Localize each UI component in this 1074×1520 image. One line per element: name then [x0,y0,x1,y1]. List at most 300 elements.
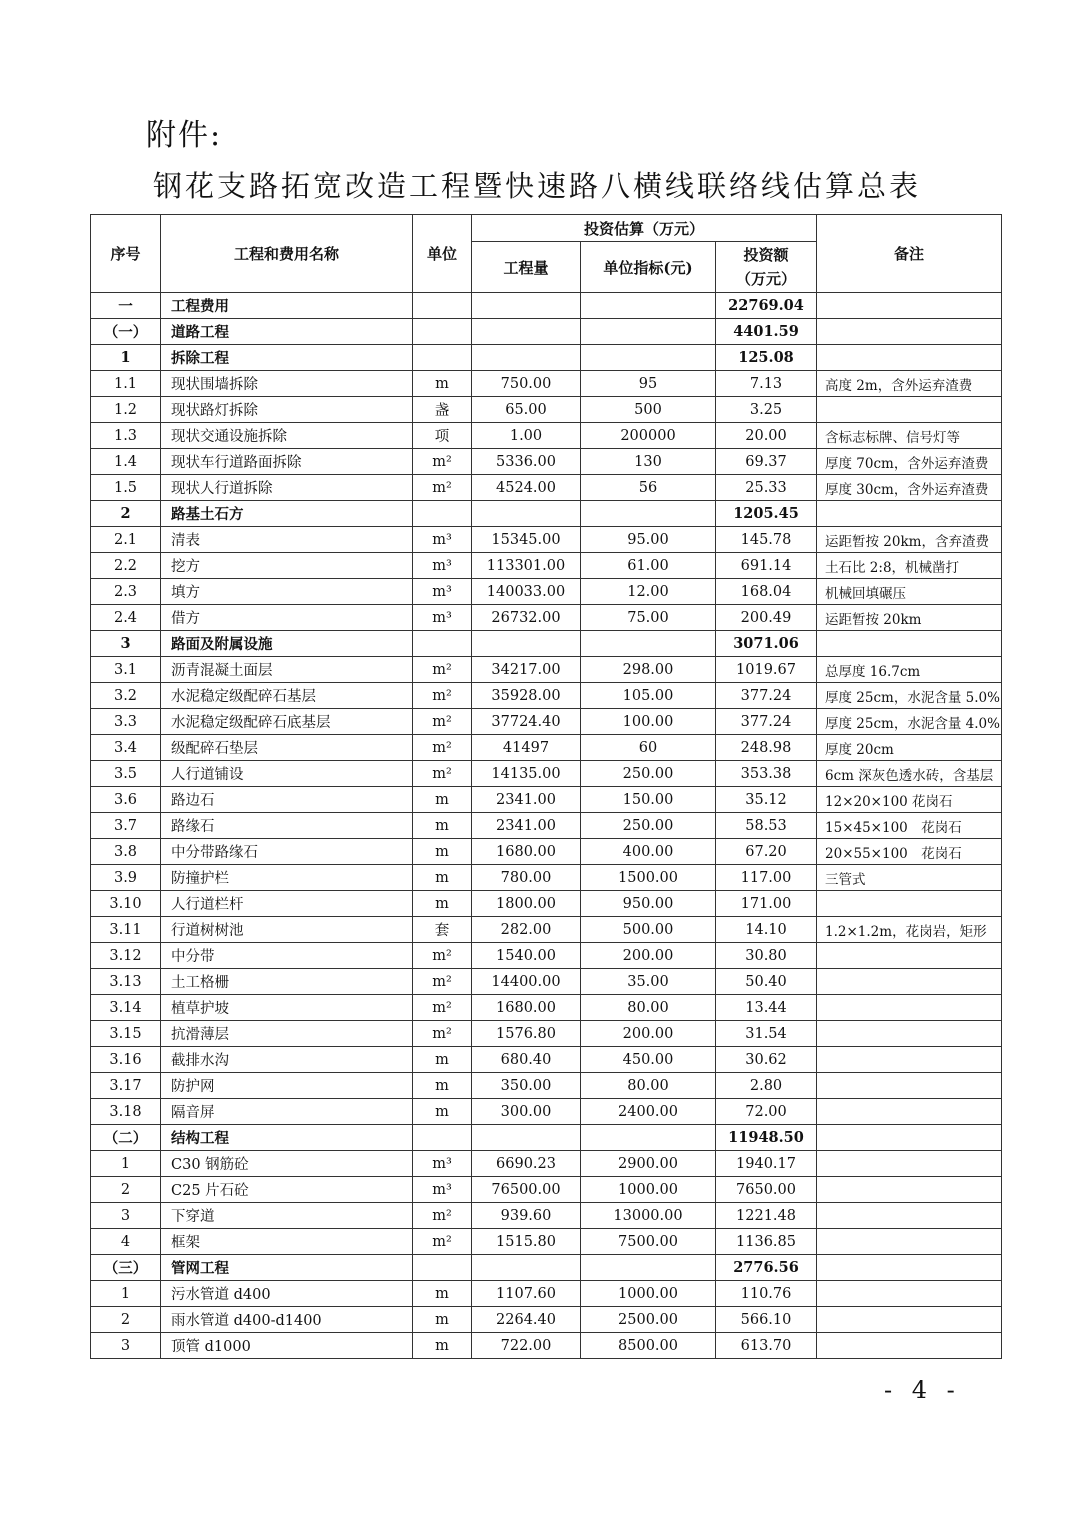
table-row [91,501,1002,527]
cell-unit-index: 105.00 [581,683,716,709]
cell-seq: 2 [91,1307,161,1333]
cell-seq: 1.5 [91,475,161,501]
table-row [91,761,1002,787]
cell-name: 管网工程 [161,1255,413,1281]
cell-quantity: 1515.80 [472,1229,581,1255]
cell-seq: 1.2 [91,397,161,423]
cell-unit: m² [413,943,472,969]
cell-seq: 3.11 [91,917,161,943]
cell-unit [413,1125,472,1151]
attachment-label: 附件: [146,118,223,153]
cell-seq: 2.4 [91,605,161,631]
cell-note: 6cm 深灰色透水砖，含基层 [817,761,1002,787]
cell-note: 运距暂按 20km [817,605,1002,631]
cell-seq: （一） [91,319,161,345]
cell-unit [413,293,472,319]
cell-unit-index: 200.00 [581,1021,716,1047]
table-row [91,527,1002,553]
cell-unit-index: 80.00 [581,1073,716,1099]
cell-amount: 69.37 [716,449,817,475]
table-row [91,709,1002,735]
cell-name: 级配碎石垫层 [161,735,413,761]
header-name: 工程和费用名称 [161,215,413,293]
cell-name: 下穿道 [161,1203,413,1229]
cell-quantity: 2341.00 [472,813,581,839]
cell-name: 防撞护栏 [161,865,413,891]
cell-note [817,1281,1002,1307]
cell-unit: m³ [413,605,472,631]
cell-unit-index: 56 [581,475,716,501]
cell-amount: 117.00 [716,865,817,891]
cell-unit: m² [413,1229,472,1255]
table-row [91,475,1002,501]
cell-note: 厚度 25cm，水泥含量 4.0% [817,709,1002,735]
cell-name: 清表 [161,527,413,553]
cell-note [817,501,1002,527]
cell-unit: m² [413,735,472,761]
cell-unit-index: 61.00 [581,553,716,579]
cell-unit [413,631,472,657]
cell-amount: 1136.85 [716,1229,817,1255]
table-row [91,371,1002,397]
cell-unit: m² [413,683,472,709]
cell-unit-index: 100.00 [581,709,716,735]
cell-note: 含标志标牌、信号灯等 [817,423,1002,449]
cell-name: 中分带路缘石 [161,839,413,865]
header-amount: 投资额 （万元） [716,242,817,293]
cell-unit-index: 95.00 [581,527,716,553]
cell-quantity: 113301.00 [472,553,581,579]
cell-name: 结构工程 [161,1125,413,1151]
cell-seq: 3.7 [91,813,161,839]
cell-amount: 1205.45 [716,501,817,527]
cell-name: 隔音屏 [161,1099,413,1125]
table-row [91,345,1002,371]
cell-seq: 3.13 [91,969,161,995]
cell-unit: m² [413,657,472,683]
table-row [91,891,1002,917]
table-row [91,605,1002,631]
cell-seq: 3.5 [91,761,161,787]
cell-quantity: 34217.00 [472,657,581,683]
cell-seq: 3.17 [91,1073,161,1099]
cell-amount: 353.38 [716,761,817,787]
cell-amount: 25.33 [716,475,817,501]
cell-name: 水泥稳定级配碎石底基层 [161,709,413,735]
cell-name: 拆除工程 [161,345,413,371]
cell-unit: 套 [413,917,472,943]
cell-amount: 1940.17 [716,1151,817,1177]
cell-unit: m² [413,1203,472,1229]
cell-seq: 2.3 [91,579,161,605]
cell-quantity: 1.00 [472,423,581,449]
cell-seq: （三） [91,1255,161,1281]
cell-note [817,397,1002,423]
cell-amount: 50.40 [716,969,817,995]
cell-note [817,1021,1002,1047]
cell-name: 路基土石方 [161,501,413,527]
cell-amount: 110.76 [716,1281,817,1307]
cell-unit-index: 500.00 [581,917,716,943]
cell-unit [413,501,472,527]
cell-unit: m³ [413,553,472,579]
cell-unit-index: 150.00 [581,787,716,813]
cell-amount: 3.25 [716,397,817,423]
cell-name: 中分带 [161,943,413,969]
cell-amount: 168.04 [716,579,817,605]
table-row [91,1073,1002,1099]
cell-seq: 1.1 [91,371,161,397]
table-row [91,449,1002,475]
cell-unit: m [413,787,472,813]
cell-unit-index: 95 [581,371,716,397]
cell-unit-index [581,293,716,319]
table-row [91,683,1002,709]
cell-amount: 613.70 [716,1333,817,1359]
cell-unit: m [413,1333,472,1359]
cell-unit-index: 2500.00 [581,1307,716,1333]
cell-unit: m² [413,449,472,475]
table-row [91,657,1002,683]
header-investment-group: 投资估算（万元） [472,215,817,242]
cell-seq: 2.1 [91,527,161,553]
cell-amount: 30.80 [716,943,817,969]
cell-name: 现状人行道拆除 [161,475,413,501]
cell-seq: 3.10 [91,891,161,917]
cell-note: 15×45×100 花岗石 [817,813,1002,839]
cell-note [817,1125,1002,1151]
cell-note [817,943,1002,969]
cell-unit-index: 60 [581,735,716,761]
cell-seq: 一 [91,293,161,319]
header-unit: 单位 [413,215,472,293]
cell-unit-index: 1000.00 [581,1177,716,1203]
cell-unit: m² [413,969,472,995]
cell-amount: 7.13 [716,371,817,397]
cell-quantity: 5336.00 [472,449,581,475]
table-row [91,1021,1002,1047]
cell-quantity: 26732.00 [472,605,581,631]
cell-unit-index: 12.00 [581,579,716,605]
table-row [91,865,1002,891]
cell-seq: 3.3 [91,709,161,735]
cell-unit: m² [413,1021,472,1047]
cell-name: 现状交通设施拆除 [161,423,413,449]
cell-amount: 30.62 [716,1047,817,1073]
cell-name: 路缘石 [161,813,413,839]
cell-amount: 171.00 [716,891,817,917]
cell-seq: 3.2 [91,683,161,709]
cell-name: C30 钢筋砼 [161,1151,413,1177]
cell-unit: m [413,1281,472,1307]
page-title: 钢花支路拓宽改造工程暨快速路八横线联络线估算总表 [152,169,921,203]
table-row [91,1203,1002,1229]
header-seq: 序号 [91,215,161,293]
table-row [91,839,1002,865]
cell-unit-index [581,345,716,371]
cell-amount: 58.53 [716,813,817,839]
cell-note: 三管式 [817,865,1002,891]
cell-quantity: 282.00 [472,917,581,943]
cell-quantity [472,501,581,527]
cell-seq: 3.4 [91,735,161,761]
cell-note [817,631,1002,657]
header-quantity: 工程量 [472,242,581,293]
cell-note: 12×20×100 花岗石 [817,787,1002,813]
cell-note [817,1203,1002,1229]
cell-unit: m³ [413,579,472,605]
cell-note: 1.2×1.2m，花岗岩，矩形 [817,917,1002,943]
cell-quantity: 14135.00 [472,761,581,787]
cell-unit-index [581,1255,716,1281]
cell-quantity: 2264.40 [472,1307,581,1333]
estimate-table [90,214,1002,1359]
cell-unit: m [413,1099,472,1125]
cell-amount: 13.44 [716,995,817,1021]
cell-name: 土工格栅 [161,969,413,995]
cell-quantity [472,1255,581,1281]
cell-unit-index: 250.00 [581,813,716,839]
cell-note [817,345,1002,371]
table-row [91,293,1002,319]
table-row [91,423,1002,449]
cell-amount: 7650.00 [716,1177,817,1203]
cell-name: 填方 [161,579,413,605]
cell-amount: 691.14 [716,553,817,579]
cell-seq: 3 [91,1333,161,1359]
cell-seq: 3.16 [91,1047,161,1073]
cell-quantity: 1680.00 [472,839,581,865]
table-row [91,1099,1002,1125]
cell-unit-index: 7500.00 [581,1229,716,1255]
cell-amount: 125.08 [716,345,817,371]
cell-quantity: 6690.23 [472,1151,581,1177]
cell-amount: 31.54 [716,1021,817,1047]
cell-quantity: 37724.40 [472,709,581,735]
cell-unit: m² [413,475,472,501]
cell-quantity: 939.60 [472,1203,581,1229]
cell-note: 土石比 2:8，机械凿打 [817,553,1002,579]
cell-note [817,1099,1002,1125]
cell-unit [413,1255,472,1281]
cell-name: 行道树树池 [161,917,413,943]
cell-quantity: 1107.60 [472,1281,581,1307]
table-row [91,1125,1002,1151]
cell-seq: 1 [91,1151,161,1177]
cell-seq: 1.4 [91,449,161,475]
cell-unit-index: 200.00 [581,943,716,969]
cell-note [817,1047,1002,1073]
cell-quantity: 680.40 [472,1047,581,1073]
cell-note: 厚度 20cm [817,735,1002,761]
cell-unit-index: 1000.00 [581,1281,716,1307]
cell-name: 防护网 [161,1073,413,1099]
table-row [91,1281,1002,1307]
table-row [91,1229,1002,1255]
cell-unit: m [413,371,472,397]
cell-seq: 2.2 [91,553,161,579]
cell-quantity [472,631,581,657]
cell-amount: 11948.50 [716,1125,817,1151]
cell-unit-index: 500 [581,397,716,423]
cell-unit: 盏 [413,397,472,423]
cell-amount: 2776.56 [716,1255,817,1281]
cell-unit-index: 35.00 [581,969,716,995]
cell-quantity [472,319,581,345]
cell-note: 20×55×100 花岗石 [817,839,1002,865]
table-row [91,917,1002,943]
cell-name: 人行道铺设 [161,761,413,787]
cell-seq: 3.8 [91,839,161,865]
cell-unit [413,319,472,345]
cell-quantity: 65.00 [472,397,581,423]
cell-unit-index: 400.00 [581,839,716,865]
cell-quantity: 1540.00 [472,943,581,969]
cell-name: 污水管道 d400 [161,1281,413,1307]
cell-unit-index: 950.00 [581,891,716,917]
header-unit-index: 单位指标(元) [581,242,716,293]
cell-unit: m [413,1047,472,1073]
cell-unit-index: 298.00 [581,657,716,683]
cell-name: 工程费用 [161,293,413,319]
cell-unit: m [413,865,472,891]
cell-unit: m² [413,709,472,735]
cell-quantity: 14400.00 [472,969,581,995]
cell-name: 道路工程 [161,319,413,345]
cell-name: C25 片石砼 [161,1177,413,1203]
cell-unit [413,345,472,371]
cell-unit: m [413,1307,472,1333]
cell-seq: 3 [91,1203,161,1229]
table-row [91,813,1002,839]
table-row [91,1307,1002,1333]
cell-amount: 72.00 [716,1099,817,1125]
cell-quantity: 35928.00 [472,683,581,709]
cell-amount: 200.49 [716,605,817,631]
cell-unit: m [413,813,472,839]
cell-seq: 3.15 [91,1021,161,1047]
cell-quantity: 15345.00 [472,527,581,553]
cell-note: 厚度 30cm，含外运弃渣费 [817,475,1002,501]
cell-quantity: 76500.00 [472,1177,581,1203]
cell-unit: m [413,1073,472,1099]
cell-seq: 2 [91,1177,161,1203]
cell-note [817,1177,1002,1203]
cell-amount: 377.24 [716,709,817,735]
cell-name: 现状路灯拆除 [161,397,413,423]
cell-quantity: 1800.00 [472,891,581,917]
cell-note: 厚度 70cm，含外运弃渣费 [817,449,1002,475]
cell-name: 截排水沟 [161,1047,413,1073]
cell-amount: 1221.48 [716,1203,817,1229]
cell-unit-index: 130 [581,449,716,475]
cell-unit-index: 200000 [581,423,716,449]
cell-name: 植草护坡 [161,995,413,1021]
cell-unit-index: 1500.00 [581,865,716,891]
cell-seq: 1.3 [91,423,161,449]
cell-name: 抗滑薄层 [161,1021,413,1047]
cell-note: 运距暂按 20km，含弃渣费 [817,527,1002,553]
table-row [91,631,1002,657]
cell-note [817,1255,1002,1281]
table-row [91,397,1002,423]
cell-amount: 1019.67 [716,657,817,683]
cell-seq: 3.6 [91,787,161,813]
cell-name: 人行道栏杆 [161,891,413,917]
cell-unit: m [413,891,472,917]
cell-quantity: 4524.00 [472,475,581,501]
cell-amount: 3071.06 [716,631,817,657]
cell-name: 路边石 [161,787,413,813]
table-row [91,553,1002,579]
cell-unit: m [413,839,472,865]
cell-quantity: 140033.00 [472,579,581,605]
cell-name: 沥青混凝土面层 [161,657,413,683]
cell-name: 框架 [161,1229,413,1255]
table-row [91,735,1002,761]
cell-quantity: 722.00 [472,1333,581,1359]
cell-unit-index [581,501,716,527]
cell-quantity [472,1125,581,1151]
table-row [91,943,1002,969]
cell-quantity: 41497 [472,735,581,761]
table-row [91,787,1002,813]
cell-name: 水泥稳定级配碎石基层 [161,683,413,709]
cell-unit-index: 450.00 [581,1047,716,1073]
cell-amount: 20.00 [716,423,817,449]
cell-seq: 1 [91,345,161,371]
cell-unit: m³ [413,527,472,553]
cell-quantity [472,293,581,319]
cell-amount: 2.80 [716,1073,817,1099]
cell-quantity [472,345,581,371]
cell-amount: 145.78 [716,527,817,553]
cell-note [817,969,1002,995]
cell-note [817,1151,1002,1177]
table-row [91,1333,1002,1359]
cell-note [817,891,1002,917]
cell-note [817,319,1002,345]
table-row [91,1255,1002,1281]
cell-unit: 项 [413,423,472,449]
cell-unit-index: 13000.00 [581,1203,716,1229]
table-body [91,293,1002,1359]
cell-name: 现状车行道路面拆除 [161,449,413,475]
cell-note [817,1229,1002,1255]
cell-quantity: 1576.80 [472,1021,581,1047]
cell-unit-index: 8500.00 [581,1333,716,1359]
cell-unit-index [581,319,716,345]
cell-unit: m² [413,761,472,787]
cell-note [817,1073,1002,1099]
cell-amount: 14.10 [716,917,817,943]
cell-amount: 377.24 [716,683,817,709]
cell-seq: 3.18 [91,1099,161,1125]
cell-name: 雨水管道 d400-d1400 [161,1307,413,1333]
cell-unit-index: 80.00 [581,995,716,1021]
cell-amount: 22769.04 [716,293,817,319]
cell-seq: 3 [91,631,161,657]
cell-amount: 566.10 [716,1307,817,1333]
cell-note [817,293,1002,319]
cell-amount: 4401.59 [716,319,817,345]
cell-name: 挖方 [161,553,413,579]
cell-note [817,1333,1002,1359]
cell-unit: m³ [413,1177,472,1203]
cell-note [817,995,1002,1021]
cell-name: 借方 [161,605,413,631]
cell-unit-index: 2400.00 [581,1099,716,1125]
